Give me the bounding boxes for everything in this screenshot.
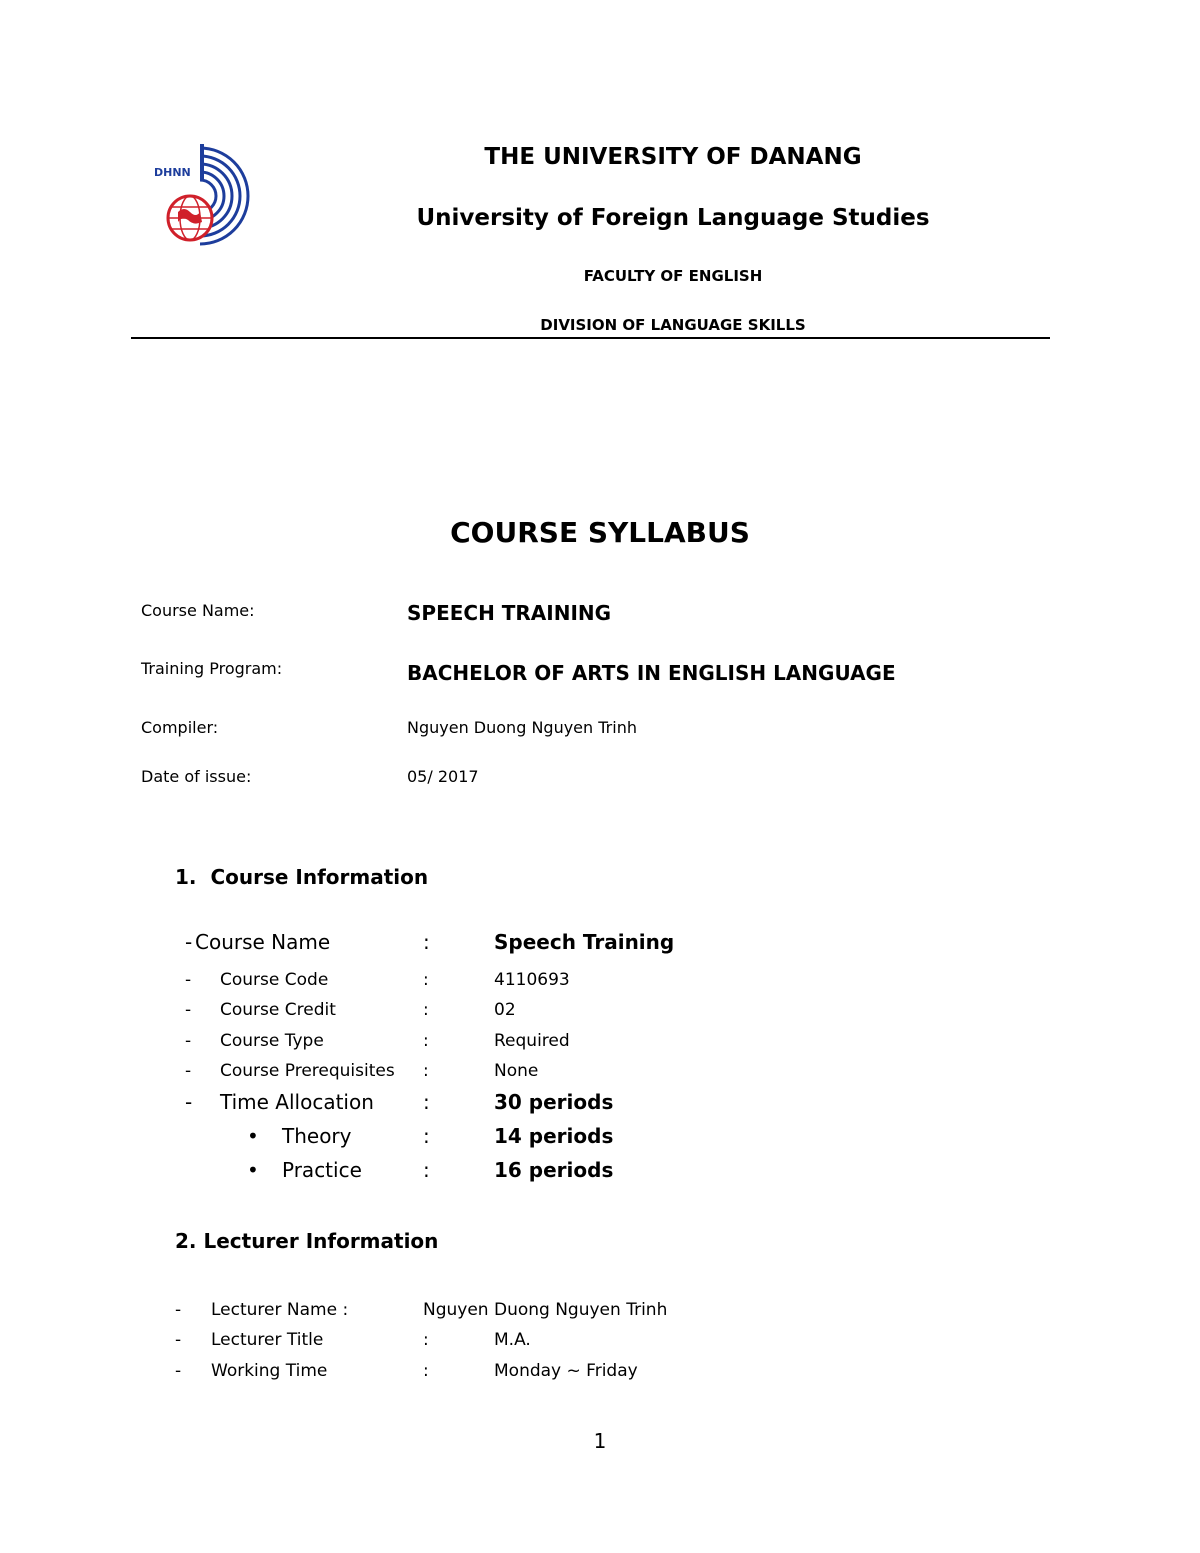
meta-value-compiler: Nguyen Duong Nguyen Trinh [407,718,637,737]
list-dash: - [185,930,193,954]
section-title: Course Information [210,865,429,889]
item-label-course-credit: Course Credit [220,1000,336,1020]
item-value-course-credit: 02 [494,1000,516,1020]
bullet-icon: • [247,1124,259,1148]
subitem-label-practice: Practice [282,1158,362,1182]
school-name: University of Foreign Language Studies [416,205,930,231]
item-value-lecturer-name: Nguyen Duong Nguyen Trinh [423,1300,668,1320]
item-label-course-name: Course Name [195,930,331,954]
item-value-time-allocation: 30 periods [494,1090,614,1114]
list-dash: - [185,970,192,990]
list-dash: - [185,1061,192,1081]
item-colon: : [423,1090,430,1114]
item-value-lecturer-title: M.A. [494,1330,531,1350]
section-number: 1. [175,865,197,889]
meta-label-training-program: Training Program: [141,659,283,678]
subitem-value-practice: 16 periods [494,1158,614,1182]
item-label-working-time: Working Time [211,1361,328,1381]
item-label-lecturer-name: Lecturer Name : [211,1300,349,1320]
item-label-course-code: Course Code [220,970,329,990]
faculty-name: FACULTY OF ENGLISH [583,267,763,285]
item-colon: : [423,1031,429,1051]
section-heading-course-info [175,865,428,889]
meta-label-date: Date of issue: [141,767,252,786]
item-value-course-code: 4110693 [494,970,570,990]
page-title: COURSE SYLLABUS [450,516,750,549]
division-name: DIVISION OF LANGUAGE SKILLS [540,316,806,334]
item-value-working-time: Monday ~ Friday [494,1361,638,1381]
item-colon: : [423,1361,429,1381]
list-dash: - [175,1361,182,1381]
item-label-lecturer-title: Lecturer Title [211,1330,324,1350]
item-colon: : [423,1330,429,1350]
item-colon: : [423,930,430,954]
meta-value-course-name: SPEECH TRAINING [407,601,612,625]
header-divider [131,337,1050,339]
list-dash: - [185,1031,192,1051]
item-value-course-name: Speech Training [494,930,675,954]
item-colon: : [423,1158,430,1182]
page-number: 1 [593,1429,607,1453]
item-colon: : [423,970,429,990]
section-heading-lecturer-info: 2. Lecturer Information [175,1229,439,1253]
meta-label-course-name: Course Name: [141,601,255,620]
item-colon: : [423,1061,429,1081]
list-dash: - [185,1090,193,1114]
item-value-prerequisites: None [494,1061,539,1081]
item-label-course-type: Course Type [220,1031,324,1051]
subitem-label-theory: Theory [282,1124,352,1148]
meta-value-training-program: BACHELOR OF ARTS IN ENGLISH LANGUAGE [407,661,896,685]
meta-value-date: 05/ 2017 [407,767,479,786]
item-value-course-type: Required [494,1031,570,1051]
item-colon: : [423,1000,429,1020]
logo-text: DHNN [154,166,191,179]
university-name: THE UNIVERSITY OF DANANG [484,144,862,170]
subitem-value-theory: 14 periods [494,1124,614,1148]
item-label-time-allocation: Time Allocation [220,1090,374,1114]
list-dash: - [175,1300,182,1320]
item-label-prerequisites: Course Prerequisites [220,1061,395,1081]
list-dash: - [175,1330,182,1350]
item-colon: : [423,1124,430,1148]
meta-label-compiler: Compiler: [141,718,219,737]
list-dash: - [185,1000,192,1020]
bullet-icon: • [247,1158,259,1182]
